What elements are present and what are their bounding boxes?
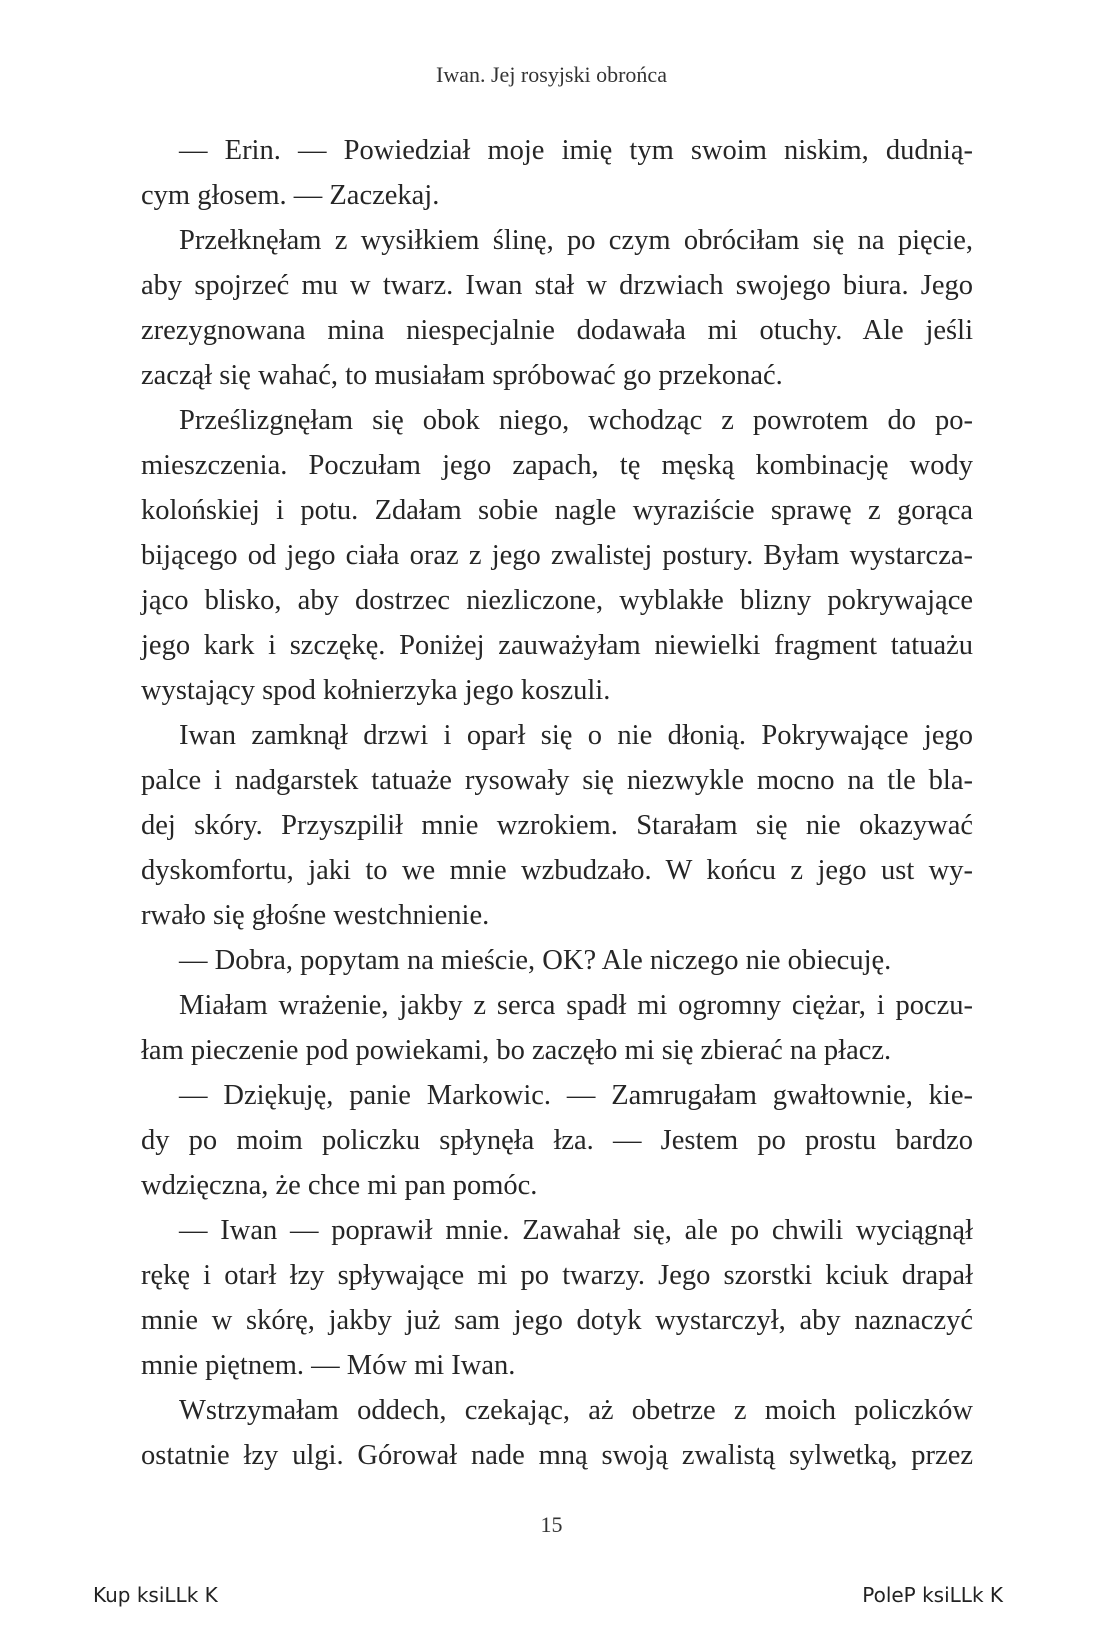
text-line: kolońskiej i potu. Zdałam sobie nagle wyraziście sprawę z gorąca [141,495,973,526]
text-line: Prześlizgnęłam się obok niego, wchodząc z powrotem do po- [179,405,973,436]
text-line: mnie piętnem. — Mów mi Iwan. [141,1350,516,1381]
paragraph [141,1388,973,1478]
running-title: Iwan. Jej rosyjski obrońca [436,62,667,87]
text-line: aby spojrzeć mu w twarz. Iwan stał w drzwiach swojego biura. Jego [141,270,973,301]
text-line: cym głosem. — Zaczekaj. [141,180,440,211]
text-line: Wstrzymałam oddech, czekając, aż obetrze z moich policzków [179,1395,973,1426]
page-number: 15 [540,1512,563,1537]
paragraph [141,128,973,218]
text-line: łam pieczenie pod powiekami, bo zaczęło mi się zbierać na płacz. [141,1035,892,1066]
text-line: zrezygnowana mina niespecjalnie dodawała mi otuchy. Ale jeśli [141,315,973,346]
paragraph [141,938,973,983]
text-line: zaczął się wahać, to musiałam spróbować go przekonać. [141,360,783,391]
paragraph [141,1208,973,1388]
paragraph [141,983,973,1073]
text-line: mieszczenia. Poczułam jego zapach, tę męską kombinację wody [141,450,973,481]
paragraph [141,218,973,398]
text-line: rwało się głośne westchnienie. [141,900,490,931]
paragraph [141,713,973,938]
body-text [141,128,973,1478]
text-line: rękę i otarł łzy spływające mi po twarzy. Jego szorstki kciuk drapał [141,1260,973,1291]
text-line: — Erin. — Powiedział moje imię tym swoim niskim, dudnią- [179,135,973,166]
paragraph [141,398,973,713]
recommend-book-link[interactable]: PoleP ksiLLk K [862,1583,1003,1607]
text-line: Iwan zamknął drzwi i oparł się o nie dłonią. Pokrywające jego [179,720,973,751]
text-line: Miałam wrażenie, jakby z serca spadł mi ogromny ciężar, i poczu- [179,990,973,1021]
text-line: mnie w skórę, jakby już sam jego dotyk wystarczył, aby naznaczyć [141,1305,973,1336]
text-line: ostatnie łzy ulgi. Górował nade mną swoją zwalistą sylwetką, przez [141,1440,973,1471]
text-line: Przełknęłam z wysiłkiem ślinę, po czym obróciłam się na pięcie, [179,225,973,256]
text-line: jąco blisko, aby dostrzec niezliczone, wyblakłe blizny pokrywające [141,585,973,616]
text-line: dyskomfortu, jaki to we mnie wzbudzało. W końcu z jego ust wy- [141,855,973,886]
paragraph [141,1073,973,1208]
text-line: dy po moim policzku spłynęła łza. — Jestem po prostu bardzo [141,1125,973,1156]
text-line: dej skóry. Przyszpilił mnie wzrokiem. Starałam się nie okazywać [141,810,973,841]
text-line: — Dziękuję, panie Markowic. — Zamrugałam gwałtownie, kie- [179,1080,973,1111]
text-line: bijącego od jego ciała oraz z jego zwalistej postury. Byłam wystarcza- [141,540,973,571]
text-line: — Iwan — poprawił mnie. Zawahał się, ale po chwili wyciągnął [179,1215,973,1246]
text-line: wystający spod kołnierzyka jego koszuli. [141,675,611,706]
text-line: palce i nadgarstek tatuaże rysowały się niezwykle mocno na tle bla- [141,765,973,796]
text-line: jego kark i szczękę. Poniżej zauważyłam niewielki fragment tatuażu [141,630,973,661]
buy-book-link[interactable]: Kup ksiLLk K [93,1583,218,1607]
text-line: wdzięczna, że chce mi pan pomóc. [141,1170,538,1201]
text-line: — Dobra, popytam na mieście, OK? Ale niczego nie obiecuję. [179,945,892,976]
